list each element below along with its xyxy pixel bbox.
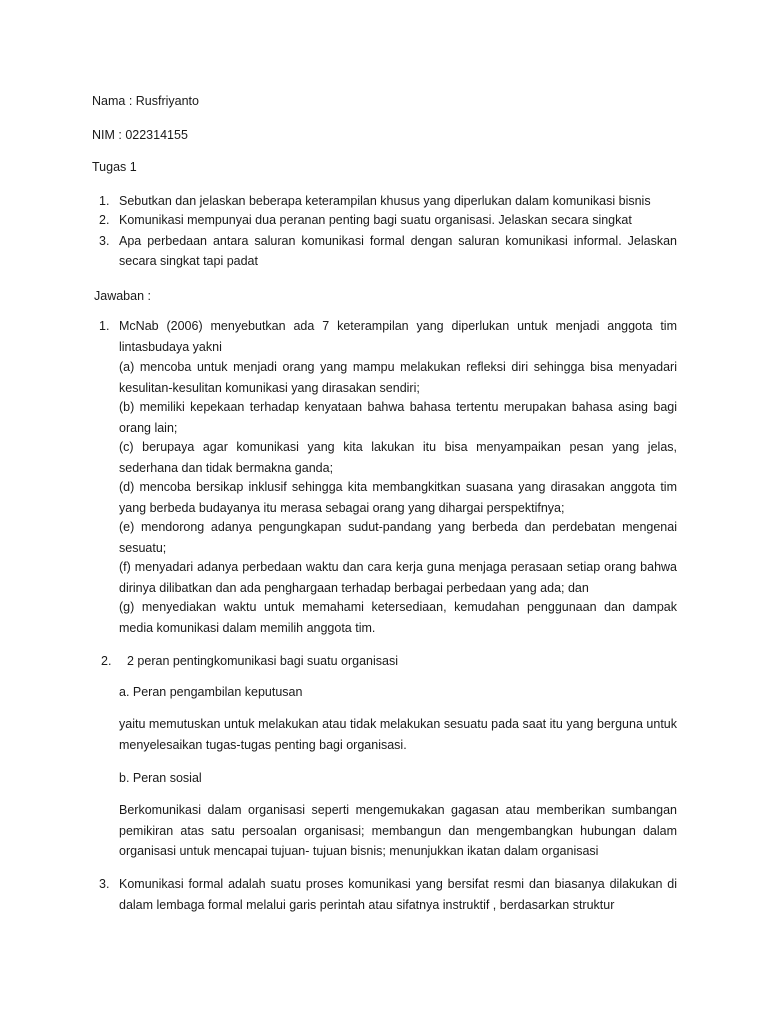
answer2-b-text: Berkomunikasi dalam organisasi seperti mengemukakan gagasan atau memberikan sumbangan pemikiran atas satu persoalan organisasi; membangun dan mengembangkan hubungan dalam organisasi untuk mencapai tujuan- tujuan bisnis; menunjukkan ikatan dalam organisasi xyxy=(119,803,677,858)
answer1-point-a: (a) mencoba untuk menjadi orang yang mampu melakukan refleksi diri sehingga bisa menyadari kesulitan-kesulitan komunikasi yang dirasakan sendiri; xyxy=(119,360,677,395)
answer-label: Jawaban : xyxy=(94,289,151,303)
student-nim: NIM : 022314155 xyxy=(92,128,188,142)
student-name: Nama : Rusfriyanto xyxy=(92,94,199,108)
question-text: Apa perbedaan antara saluran komunikasi formal dengan saluran komunikasi informal. Jelaskan secara singkat tapi padat xyxy=(119,234,677,268)
answer-number: 3. xyxy=(99,877,110,891)
answer2-title: 2 peran pentingkomunikasi bagi suatu organisasi xyxy=(127,654,399,668)
assignment-title: Tugas 1 xyxy=(92,160,137,174)
question-number: 3. xyxy=(99,234,110,248)
answer1-point-e: (e) mendorong adanya pengungkapan sudut-pandang yang berbeda dan perdebatan mengenai sesuatu; xyxy=(119,520,677,555)
question-number: 1. xyxy=(99,194,110,208)
answer-number: 2. xyxy=(101,654,112,668)
answer1-point-d: (d) mencoba bersikap inklusif sehingga kita membangkitkan suasana yang dirasakan anggota tim yang berbeda budayanya itu merasa sebagai orang yang dihargai perspektifnya; xyxy=(119,480,677,515)
answer2-a-title: a. Peran pengambilan keputusan xyxy=(119,685,303,699)
answer1-point-f: (f) menyadari adanya perbedaan waktu dan cara kerja guna menjaga perasaan setiap orang bahwa dirinya dilibatkan dan ada penghargaan terhadap berbagai perbedaan yang ada; dan xyxy=(119,560,677,595)
answer1-point-c: (c) berupaya agar komunikasi yang kita lakukan itu bisa menyampaikan pesan yang jelas, sederhana dan tidak bermakna ganda; xyxy=(119,440,677,475)
answer1-point-b: (b) memiliki kepekaan terhadap kenyataan bahwa bahasa tertentu merupakan bahasa asing bagi orang lain; xyxy=(119,400,677,435)
answer-number: 1. xyxy=(99,319,110,333)
question-number: 2. xyxy=(99,213,110,227)
question-text: Komunikasi mempunyai dua peranan penting bagi suatu organisasi. Jelaskan secara singkat xyxy=(119,213,632,227)
question-text: Sebutkan dan jelaskan beberapa keterampilan khusus yang diperlukan dalam komunikasi bisnis xyxy=(119,194,651,208)
answer1-intro: McNab (2006) menyebutkan ada 7 keterampilan yang diperlukan untuk menjadi anggota tim lintasbudaya yakni xyxy=(119,319,677,354)
answer2-b-title: b. Peran sosial xyxy=(119,771,202,785)
answer2-a-text: yaitu memutuskan untuk melakukan atau tidak melakukan sesuatu pada saat itu yang berguna untuk menyelesaikan tugas-tugas penting bagi organisasi. xyxy=(119,717,677,752)
answer1-point-g: (g) menyediakan waktu untuk memahami ketersediaan, kemudahan penggunaan dan dampak media komunikasi dalam memilih anggota tim. xyxy=(119,600,677,635)
answer3-text: Komunikasi formal adalah suatu proses komunikasi yang bersifat resmi dan biasanya dilakukan di dalam lembaga formal melalui garis perintah atau sifatnya instruktif , berdasarkan struktur xyxy=(119,877,677,912)
